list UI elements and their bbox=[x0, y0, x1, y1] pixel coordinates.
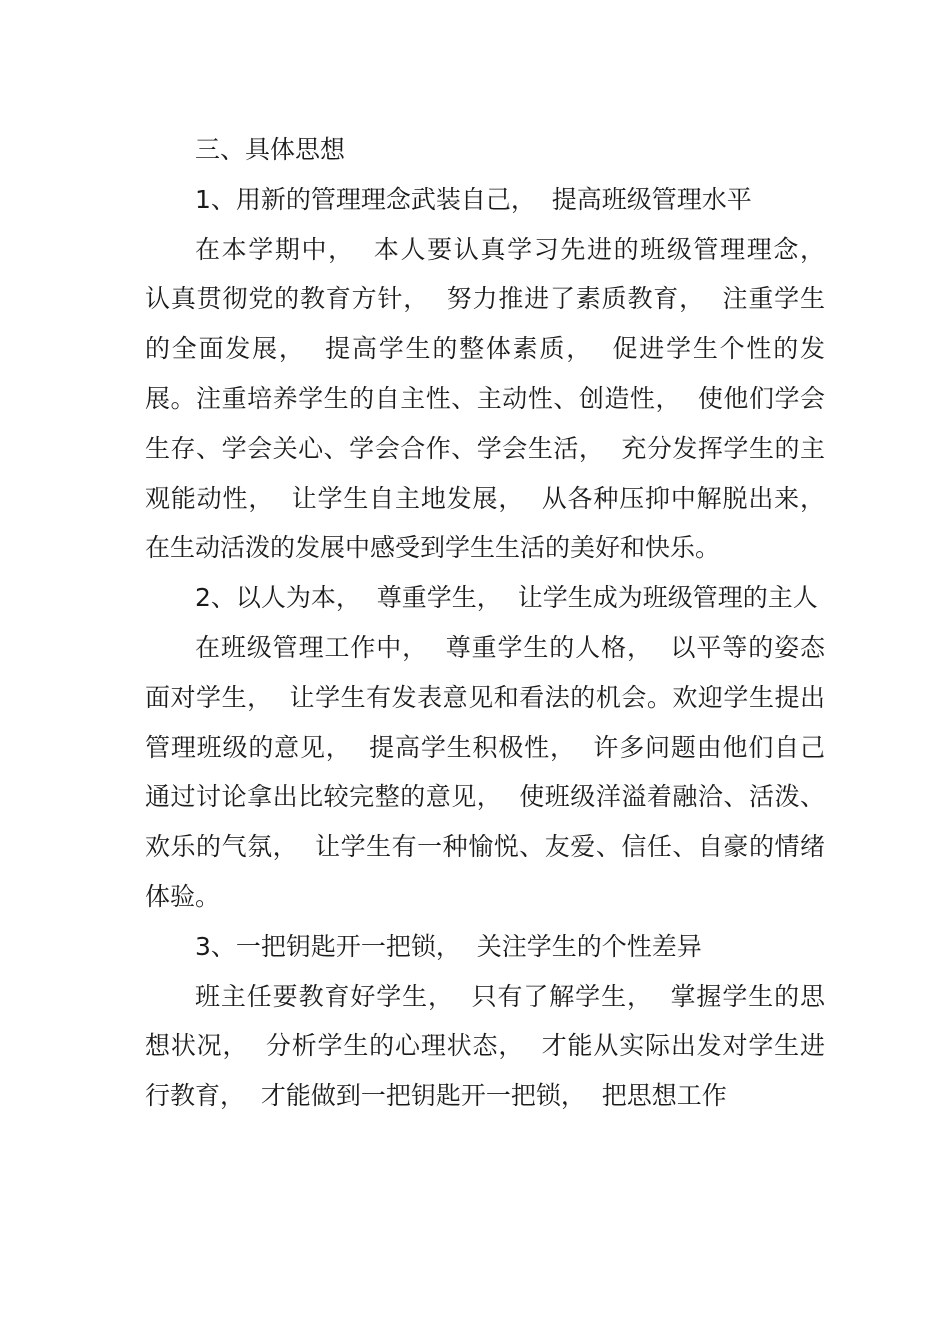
section-heading: 三、具体思想 bbox=[195, 135, 346, 164]
document-body bbox=[145, 125, 841, 1121]
subheading-2: 2、以人为本， 尊重学生， 让学生成为班级管理的主人 bbox=[195, 583, 818, 613]
paragraph-2: 在班级管理工作中， 尊重学生的人格， 以平等的姿态面对学生， 让学生有发表意见和看法的机会。欢迎学生提出管理班级的意见， 提高学生积极性， 许多问题由他们自己通过讨论拿出比较完整的意见， 使班级洋溢着融洽、活泼、欢乐的气氛， 让学生有一种愉悦、友爱、信任、自豪的情绪体验。 bbox=[145, 632, 825, 911]
subheading-3: 3、一把钥匙开一把锁， 关注学生的个性差异 bbox=[195, 931, 702, 961]
paragraph-3: 班主任要教育好学生， 只有了解学生， 掌握学生的思想状况， 分析学生的心理状态， 才能从实际出发对学生进行教育， 才能做到一把钥匙开一把锁， 把思想工作 bbox=[145, 981, 825, 1111]
subheading-1: 1、用新的管理理念武装自己， 提高班级管理水平 bbox=[195, 184, 752, 214]
paragraph-1: 在本学期中， 本人要认真学习先进的班级管理理念， 认真贯彻党的教育方针， 努力推进了素质教育， 注重学生的全面发展， 提高学生的整体素质， 促进学生个性的发展。注重培养学生的自主性、主动性、创造性， 使他们学会生存、学会关心、学会合作、学会生活， 充分发挥学生的主观能动性， 让学生自主地发展， 从各种压抑中解脱出来， 在生动活泼的发展中感受到学生生活的美好和快乐。 bbox=[145, 234, 841, 563]
